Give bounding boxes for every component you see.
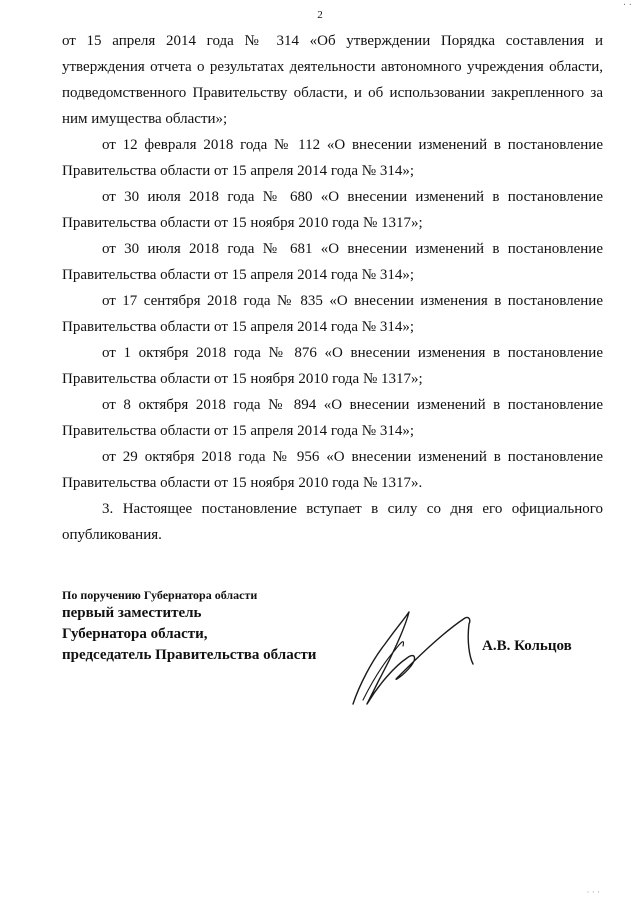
- signatory-position: [62, 603, 316, 666]
- paragraph-effective-date: 3. Настоящее постановление вступает в силу со дня его официального опубликования.: [62, 501, 603, 543]
- paragraph-decree-835: от 17 сентября 2018 года № 835 «О внесении изменения в постановление Правительства области от 15 апреля 2014 года № 314»;: [62, 293, 603, 335]
- bottom-mark: · · ·: [586, 887, 600, 897]
- paragraph-decree-681: от 30 июля 2018 года № 681 «О внесении изменений в постановление Правительства области от 15 апреля 2014 года № 314»;: [62, 241, 603, 283]
- corner-mark: · ·: [622, 0, 632, 11]
- signatory-position-line: Губернатора области,: [62, 626, 208, 642]
- signature-by-order: По поручению Губернатора области: [62, 588, 258, 602]
- document-body: [62, 28, 603, 548]
- signatory-position-line: председатель Правительства области: [62, 647, 317, 663]
- paragraph-decree-956: от 29 октября 2018 года № 956 «О внесении изменений в постановление Правительства области от 15 ноября 2010 года № 1317».: [62, 449, 603, 491]
- signatory-name: А.В. Кольцов: [482, 638, 572, 654]
- paragraph-decree-112: от 12 февраля 2018 года № 112 «О внесении изменений в постановление Правительства области от 15 апреля 2014 года № 314»;: [62, 137, 603, 179]
- page-number: 2: [317, 9, 323, 21]
- paragraph-decree-314: от 15 апреля 2014 года № 314 «Об утверждении Порядка составления и утверждения отчета о результатах деятельности автономного учреждения области, подведомственного Правительству области, и об использовании закрепленного за ним имущества области»;: [62, 33, 603, 127]
- signatory-position-line: первый заместитель: [62, 605, 202, 621]
- handwritten-signature: [345, 600, 475, 710]
- paragraph-decree-876: от 1 октября 2018 года № 876 «О внесении изменения в постановление Правительства области от 15 ноября 2010 года № 1317»;: [62, 345, 603, 387]
- paragraph-decree-680: от 30 июля 2018 года № 680 «О внесении изменений в постановление Правительства области от 15 ноября 2010 года № 1317»;: [62, 189, 603, 231]
- paragraph-decree-894: от 8 октября 2018 года № 894 «О внесении изменений в постановление Правительства области от 15 апреля 2014 года № 314»;: [62, 397, 603, 439]
